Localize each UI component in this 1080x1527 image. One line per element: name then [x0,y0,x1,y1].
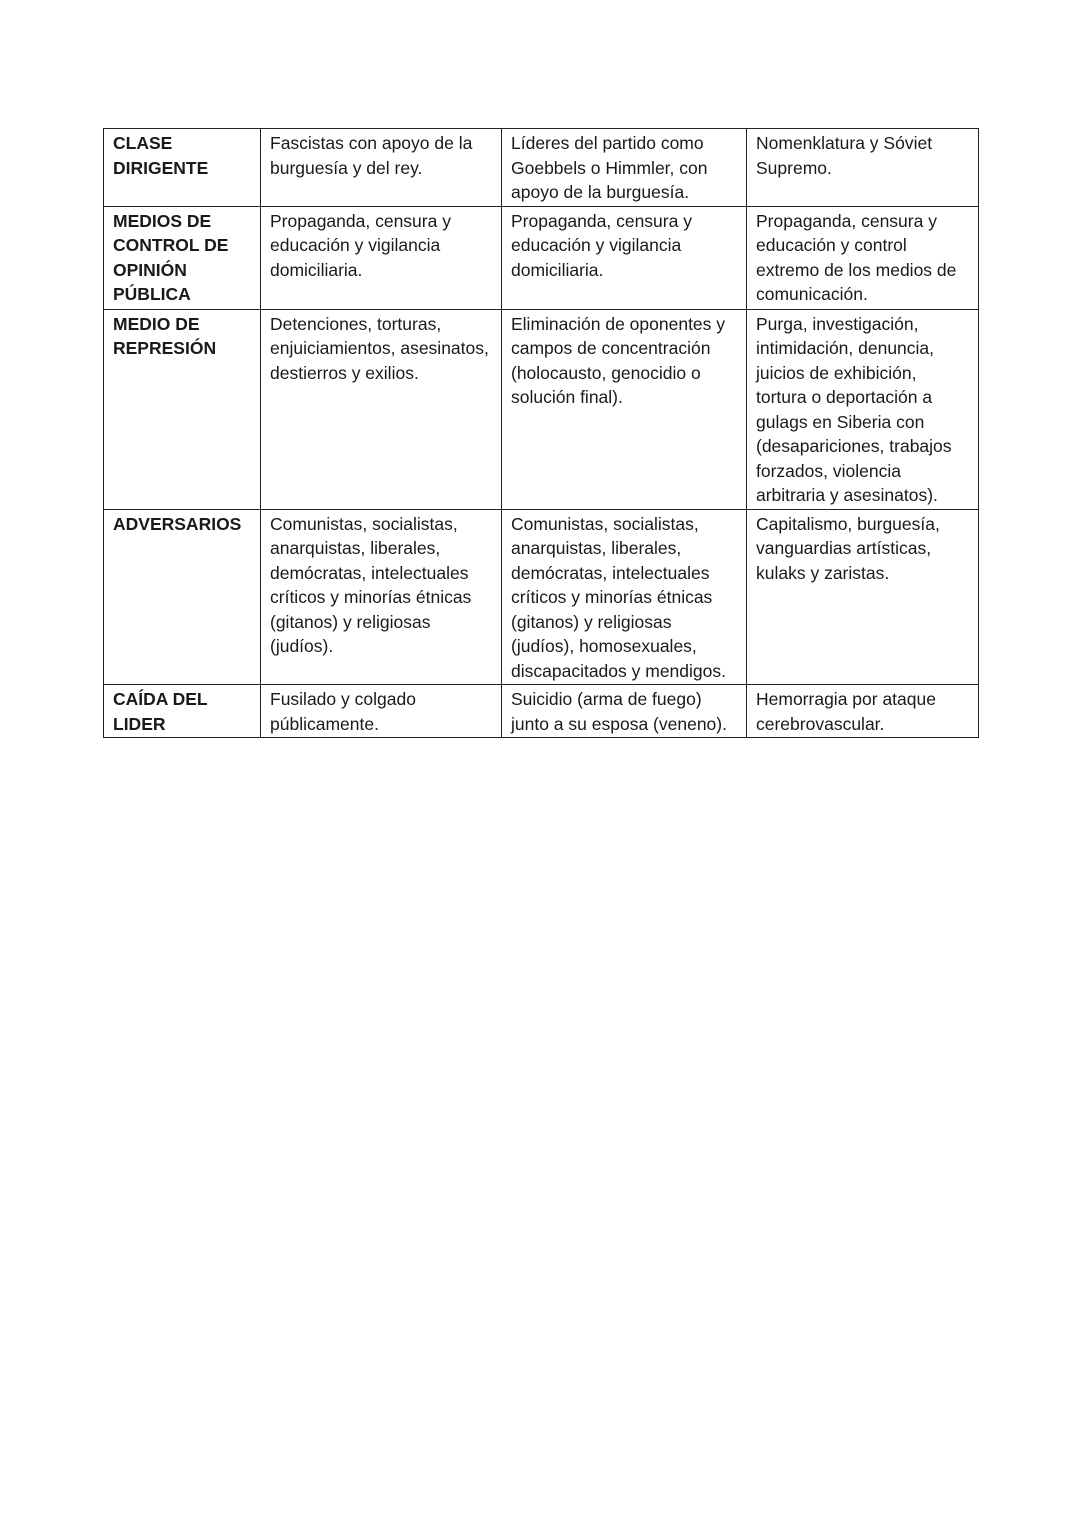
row-header: MEDIOS DE CONTROL DE OPINIÓN PÚBLICA [104,206,261,309]
table-cell: Detenciones, torturas, enjuiciamientos, asesinatos, destierros y exilios. [261,309,502,509]
row-header: ADVERSARIOS [104,509,261,685]
table-row-clase-dirigente [104,129,979,207]
table-cell: Purga, investigación, intimidación, denuncia, juicios de exhibición, tortura o deportación a gulags en Siberia con (desapariciones, trabajos forzados, violencia arbitraria y asesinatos). [747,309,979,509]
table-cell: Eliminación de oponentes y campos de concentración (holocausto, genocidio o solución final). [502,309,747,509]
table-cell: Suicidio (arma de fuego) junto a su esposa (veneno). [502,685,747,738]
table-row-adversarios [104,509,979,685]
table-row-medios-control [104,206,979,309]
table-cell: Fusilado y colgado públicamente. [261,685,502,738]
table-cell: Hemorragia por ataque cerebrovascular. [747,685,979,738]
table-cell: Capitalismo, burguesía, vanguardias artísticas, kulaks y zaristas. [747,509,979,685]
table-row-caida-lider [104,685,979,738]
table-cell: Fascistas con apoyo de la burguesía y del rey. [261,129,502,207]
row-header: MEDIO DE REPRESIÓN [104,309,261,509]
table-cell: Líderes del partido como Goebbels o Himmler, con apoyo de la burguesía. [502,129,747,207]
comparison-table [103,128,979,738]
table-row-medio-represion [104,309,979,509]
table-cell: Nomenklatura y Sóviet Supremo. [747,129,979,207]
table-cell: Propaganda, censura y educación y vigilancia domiciliaria. [261,206,502,309]
table-cell: Comunistas, socialistas, anarquistas, liberales, demócratas, intelectuales críticos y minorías étnicas (gitanos) y religiosas (judíos), homosexuales, discapacitados y mendigos. [502,509,747,685]
table-cell: Propaganda, censura y educación y control extremo de los medios de comunicación. [747,206,979,309]
table-cell: Propaganda, censura y educación y vigilancia domiciliaria. [502,206,747,309]
table-cell: Comunistas, socialistas, anarquistas, liberales, demócratas, intelectuales críticos y minorías étnicas (gitanos) y religiosas (judíos). [261,509,502,685]
row-header: CLASE DIRIGENTE [104,129,261,207]
row-header: CAÍDA DEL LIDER [104,685,261,738]
